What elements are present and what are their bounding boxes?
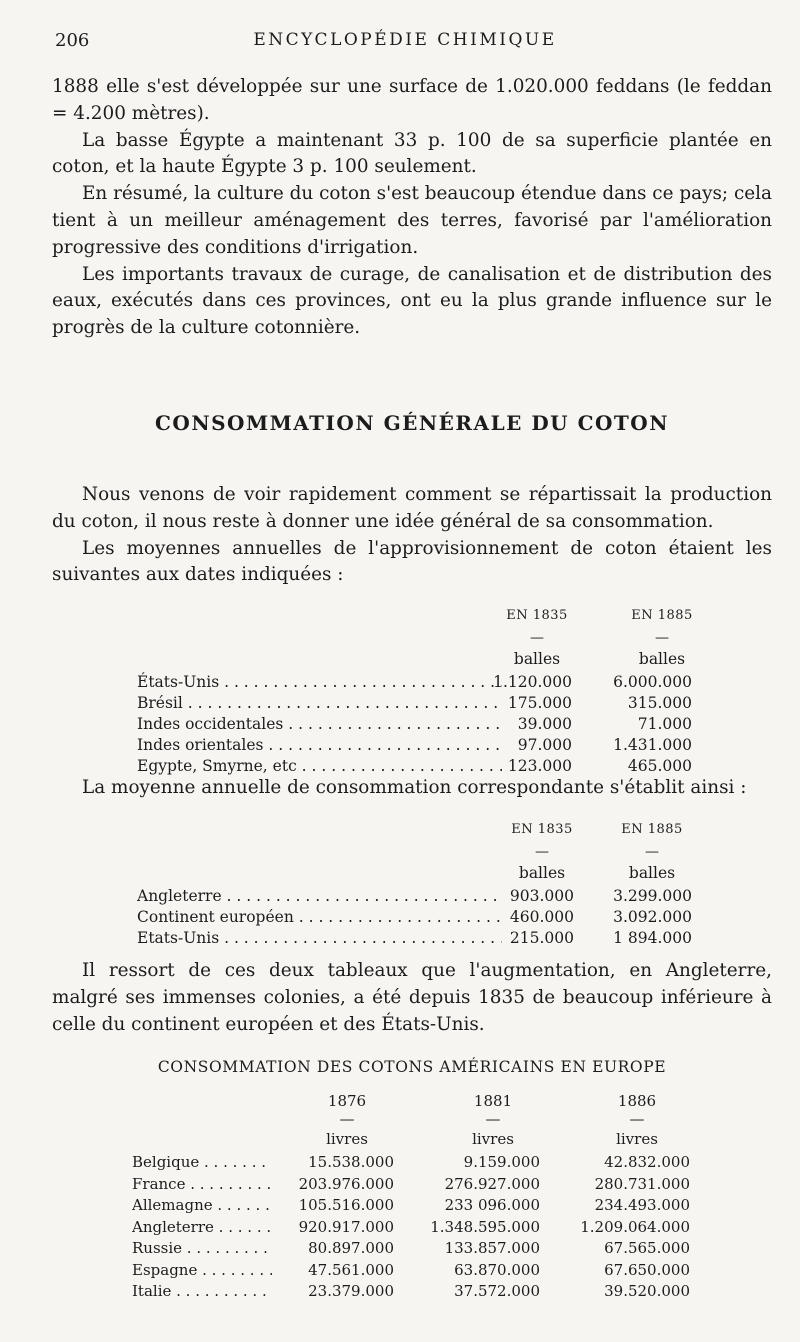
row-value: 80.897.000 — [308, 1239, 394, 1257]
column-dash: — — [535, 844, 549, 860]
row-value: 1.209.064.000 — [580, 1217, 690, 1236]
row-label: Indes orientales — [137, 736, 264, 754]
row-value: 315.000 — [627, 694, 692, 712]
row-value: 39.520.000 — [604, 1282, 690, 1300]
column-dash: — — [629, 1110, 645, 1128]
column-header: EN 1885 — [621, 822, 683, 837]
row-value: 67.565.000 — [604, 1239, 690, 1257]
table-row — [52, 756, 772, 777]
row-label: France — [132, 1174, 186, 1193]
running-head: ENCYCLOPÉDIE CHIMIQUE — [253, 30, 557, 50]
row-value: 203.976.000 — [298, 1174, 394, 1193]
column-dash: — — [530, 630, 544, 646]
table-row — [52, 1195, 772, 1217]
row-value: 1.431.000 — [613, 736, 692, 754]
conclusion-block — [52, 958, 772, 1038]
column-unit: balles — [638, 650, 686, 668]
table-row — [52, 714, 772, 735]
table-row — [52, 735, 772, 756]
consumption-intro-block — [52, 775, 772, 802]
row-value: 6.000.000 — [613, 673, 692, 691]
row-value: 3.092.000 — [613, 908, 692, 926]
paragraph: Les moyennes annuelles de l'approvisionnement de coton étaient les suivantes aux dates indiquées : — [52, 537, 772, 586]
row-label: Angleterre — [132, 1217, 214, 1236]
row-value: 1.120.000 — [493, 673, 572, 691]
column-unit: livres — [326, 1130, 368, 1148]
table-row — [52, 693, 772, 714]
row-value: 63.870.000 — [454, 1260, 540, 1279]
row-value: 1 894.000 — [613, 929, 692, 947]
row-value: 1.348.595.000 — [430, 1217, 540, 1236]
consumption-table-header — [52, 822, 772, 886]
row-value: 233 096.000 — [444, 1196, 540, 1214]
row-value: 23.379.000 — [308, 1282, 394, 1300]
supply-table — [52, 608, 772, 777]
row-value: 215.000 — [509, 929, 574, 947]
column-dash: — — [485, 1110, 501, 1128]
table-row — [52, 1174, 772, 1196]
row-label: Egypte, Smyrne, etc — [137, 757, 297, 775]
column-dash: — — [645, 844, 659, 860]
row-label: Espagne — [132, 1260, 198, 1279]
row-value: 133.857.000 — [444, 1239, 540, 1257]
column-unit: balles — [628, 864, 676, 882]
row-value: 15.538.000 — [308, 1153, 394, 1171]
supply-table-header — [52, 608, 772, 672]
column-header: EN 1885 — [631, 608, 693, 623]
row-value: 67.650.000 — [604, 1260, 690, 1279]
row-value: 39.000 — [517, 715, 572, 733]
column-dash: — — [655, 630, 669, 646]
table-row — [52, 886, 772, 907]
column-unit: livres — [472, 1130, 514, 1148]
table-row — [52, 1217, 772, 1239]
table-row — [52, 1152, 772, 1174]
row-value: 3.299.000 — [613, 887, 692, 905]
row-value: 234.493.000 — [594, 1196, 690, 1214]
paragraph: La moyenne annuelle de consommation correspondante s'établit ainsi : — [82, 777, 747, 798]
american-cotton-table — [52, 1092, 772, 1303]
column-header: EN 1835 — [506, 608, 568, 623]
page-number: 206 — [55, 30, 90, 51]
row-value: 920.917.000 — [298, 1217, 394, 1236]
consumption-table — [52, 822, 772, 949]
row-label: Angleterre — [137, 887, 222, 905]
column-unit: balles — [513, 650, 561, 668]
top-text-block — [52, 74, 772, 342]
row-label: Etats-Unis — [137, 929, 220, 947]
row-label: Brésil — [137, 694, 183, 712]
row-label: Continent européen — [137, 908, 294, 926]
mid-text-block — [52, 482, 772, 589]
row-label: Italie — [132, 1282, 172, 1300]
row-label: Belgique — [132, 1153, 200, 1171]
column-header: EN 1835 — [511, 822, 573, 837]
row-value: 97.000 — [517, 736, 572, 754]
paragraph: Les importants travaux de curage, de canalisation et de distribution des eaux, exécutés dans ces provinces, ont eu la plus grande influence sur le progrès de la culture cotonnière. — [52, 263, 772, 339]
paragraph: En résumé, la culture du coton s'est beaucoup étendue dans ce pays; cela tient à un meilleur aménagement des terres, favorisé par l'amélioration progressive des conditions d'irrigation. — [52, 183, 772, 258]
table-row — [52, 1260, 772, 1282]
row-value: 280.731.000 — [594, 1174, 690, 1193]
column-header: 1881 — [473, 1092, 513, 1110]
row-value: 47.561.000 — [308, 1260, 394, 1279]
american-table-title: CONSOMMATION DES COTONS AMÉRICAINS EN EUROPE — [157, 1058, 667, 1076]
paragraph: Nous venons de voir rapidement comment se répartissait la production du coton, il nous reste à donner une idée général de sa consommation. — [52, 484, 772, 532]
row-value: 175.000 — [507, 694, 572, 712]
row-value: 903.000 — [509, 887, 574, 905]
paragraph: Il ressort de ces deux tableaux que l'augmentation, en Angleterre, malgré ses immenses colonies, a été depuis 1835 de beaucoup inférieure à celle du continent européen et des États-Unis. — [52, 960, 772, 1035]
column-header: 1886 — [617, 1092, 657, 1110]
row-value: 460.000 — [509, 908, 574, 926]
table-row — [52, 1281, 772, 1303]
row-value: 71.000 — [637, 715, 692, 733]
american-table-header — [52, 1092, 772, 1152]
column-unit: balles — [518, 864, 566, 882]
row-value: 9.159.000 — [463, 1153, 540, 1171]
row-value: 123.000 — [507, 757, 572, 775]
row-value: 276.927.000 — [444, 1174, 540, 1193]
row-value: 465.000 — [627, 757, 692, 775]
row-label: Indes occidentales — [137, 715, 284, 733]
table-row — [52, 928, 772, 949]
column-unit: livres — [616, 1130, 658, 1148]
paragraph: 1888 elle s'est développée sur une surface de 1.020.000 feddans (le feddan = 4.200 mètres). — [52, 76, 772, 124]
page-header — [55, 30, 755, 56]
table-row — [52, 907, 772, 928]
paragraph: La basse Égypte a maintenant 33 p. 100 de sa superficie plantée en coton, et la haute Égypte 3 p. 100 seulement. — [52, 129, 772, 178]
row-label: Russie — [132, 1239, 183, 1257]
section-title: CONSOMMATION GÉNÉRALE DU COTON — [154, 411, 670, 435]
table-row — [52, 672, 772, 693]
table-row — [52, 1238, 772, 1260]
row-value: 105.516.000 — [298, 1196, 394, 1214]
row-label: États-Unis — [137, 673, 220, 691]
row-label: Allemagne — [132, 1196, 213, 1214]
column-dash: — — [339, 1110, 355, 1128]
row-value: 42.832.000 — [604, 1153, 690, 1171]
row-value: 37.572.000 — [454, 1282, 540, 1300]
column-header: 1876 — [327, 1092, 367, 1110]
